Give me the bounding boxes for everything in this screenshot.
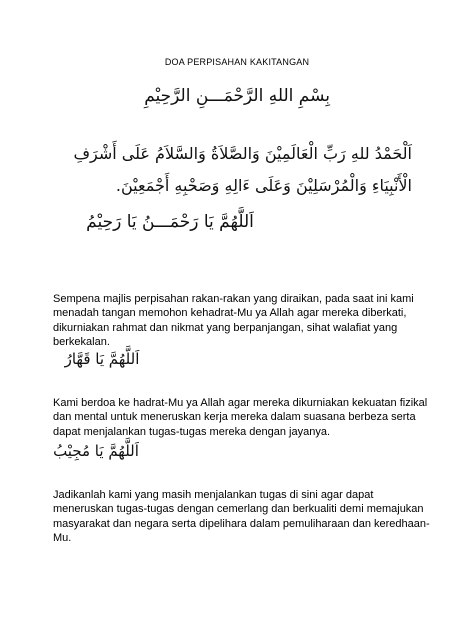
paragraph-blessing: Sempena majlis perpisahan rakan-rakan yang diraikan, pada saat ini kami menadah tangan memohon kehadrat-Mu ya Allah agar mereka diberkati, dikurniakan rahmat dan nikmat yang berpanjangan, sihat walafiat yang berkekalan. xyxy=(53,293,414,349)
ya-mujib-invocation: اَللَّهُمَّ يَا مُجِيْبُ xyxy=(53,442,139,460)
paragraph-continuation: Jadikanlah kami yang masih menjalankan tugas di sini agar dapat meneruskan tugas-tugas dengan cemerlang dan berkualiti demi memajukan masyarakat dan negara serta dipelihara dalam pemuliharaan dan keredhaan-Mu. xyxy=(53,489,430,545)
hamdalah-text: اَلْحَمْدُ للهِ رَبِّ الْعَالَمِيْنَ وَالصَّلاَةُ وَالسَّلاَمُ عَلَى أَشْرَفِ الْأَنْبِيَاءِ وَالْمُرْسَلِيْنَ وَعَلَى ءَالِهِ وَصَحْبِهِ أَجْمَعِيْنَ. xyxy=(73,144,412,195)
ya-qahhar-invocation: اَللَّهُمَّ يَا قَهَّارُ xyxy=(64,350,140,368)
document-title: DOA PERPISAHAN KAKITANGAN xyxy=(164,57,310,67)
ya-rahman-invocation: اَللَّهُمَّ يَا رَحْمَـــنُ يَا رَحِيْمُ xyxy=(86,212,254,232)
basmala-text: بِسْمِ اللهِ الرَّحْمَـــنِ الرَّحِيْمِ xyxy=(144,86,330,106)
paragraph-strength: Kami berdoa ke hadrat-Mu ya Allah agar mereka dikurniakan kekuatan fizikal dan mental untuk meneruskan kerja mereka dalam suasana berbeza serta dapat menjalankan tugas-tugas mereka dengan jayanya. xyxy=(53,397,428,438)
